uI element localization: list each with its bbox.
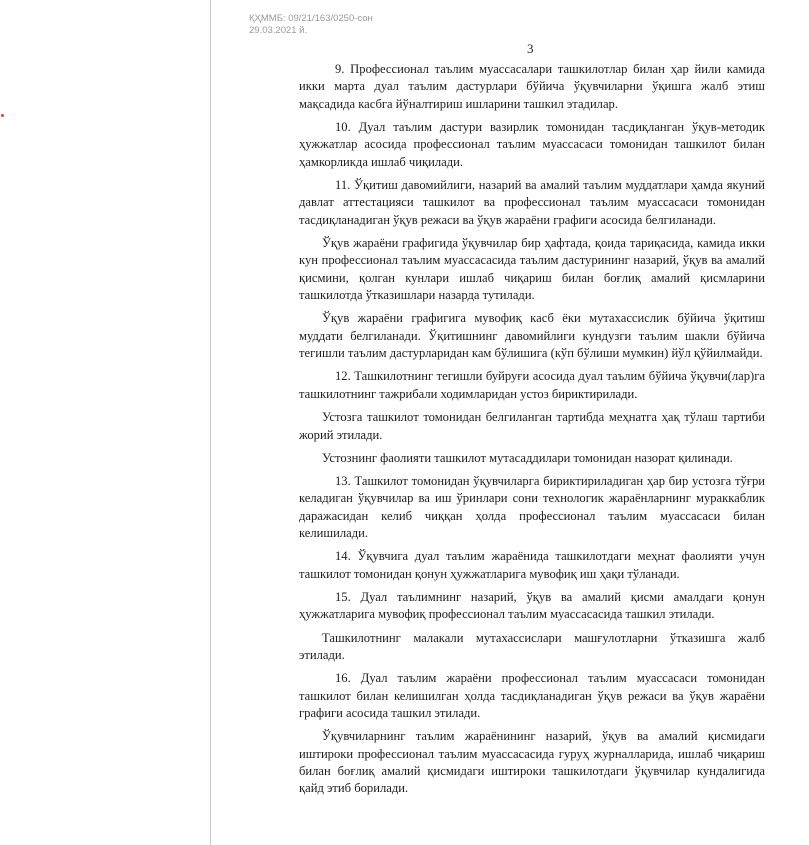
paragraph-10: 10. Дуал таълим дастури вазирлик томонидан тасдиқланган ўқув-методик ҳужжатлар асосида профессионал таълим муассасаси томонидан ташкилот билан ҳамкорликда ишлаб чиқилади. xyxy=(299,120,765,169)
paragraph-16-records: Ўқувчиларнинг таълим жараёнининг назарий, ўқув ва амалий қисмидаги иштироки профессионал таълим муассасасида гуруҳ журналларида, ишлаб чиқариш билан боғлиқ амалий қисмидаги иштироки ташкилотдаги ўқувчилар кундалигида қайд этиб борилади. xyxy=(299,729,765,796)
document-body xyxy=(299,61,765,804)
registry-number: ҚҲММБ: 09/21/163/0250-сон xyxy=(249,13,373,24)
registry-stamp xyxy=(249,13,373,37)
paragraph-11: 11. Ўқитиш давомийлиги, назарий ва амалий таълим муддатлари ҳамда якуний давлат аттестацияси ташкилот ва профессионал таълим муассасаси томонидан тасдиқланадиган ўқув режаси ва ўқув жараёни графиги асосида белгиланади. xyxy=(299,178,765,227)
document-page[interactable] xyxy=(210,0,809,845)
page-number: 3 xyxy=(527,41,534,56)
paragraph-11-duration: Ўқув жараёни графигига мувофиқ касб ёки мутахассислик бўйича ўқитиш муддати белгиланади. Ўқитишнинг давомийлиги кундузги таълим шакли бўйича тегишли таълим дастурларидан кам бўлишига (кўп бўлиши мумкин) йўл қўйилмайди. xyxy=(299,311,765,361)
red-marker-dot xyxy=(1,114,4,117)
viewer-left-margin xyxy=(0,0,210,845)
paragraph-9: 9. Профессионал таълим муассасалари ташкилотлар билан ҳар йили камида икки марта дуал таълим дастурлари бўйича ўқувчиларни ўқишга жалб этиш мақсадида касбга йўналтириш ишларини ташкил этадилар. xyxy=(299,62,765,111)
paragraph-15: 15. Дуал таълимнинг назарий, ўқув ва амалий қисми амалдаги қонун ҳужжатларига мувофиқ профессионал таълим муассасасида ташкил этилади. xyxy=(299,589,765,622)
paragraph-15-specialists: Ташкилотнинг малакали мутахассислари машғулотларни ўтказишга жалб этилади. xyxy=(299,630,765,662)
paragraph-12: 12. Ташкилотнинг тегишли буйруғи асосида дуал таълим бўйича ўқувчи(лар)га ташкилотнинг тажрибали ходимларидан устоз бириктирилади. xyxy=(299,369,765,401)
paragraph-14: 14. Ўқувчига дуал таълим жараёнида ташкилотдаги меҳнат фаолияти учун ташкилот томонидан қонун ҳужжатларига мувофиқ иш ҳақи тўланади. xyxy=(299,549,765,581)
registry-date: 29.03.2021 й. xyxy=(249,25,308,36)
paragraph-11-schedule: Ўқув жараёни графигида ўқувчилар бир ҳафтада, қоида тариқасида, камида икки кун профессионал таълим муассасасида таълим дастурининг назарий, ўқув ва амалий қисмини, қолган кунлари ишлаб чиқариш билан боғлиқ амалий қисмларини ташкилотда ўтказишлари назарда тутилади. xyxy=(299,236,765,303)
paragraph-16: 16. Дуал таълим жараёни профессионал таълим муассасаси томонидан ташкилот билан келишилган ҳолда тасдиқланадиган ўқув режаси ва ўқув жараёни графиги асосида ташкил этилади. xyxy=(299,671,765,720)
paragraph-12-control: Устознинг фаолияти ташкилот мутасаддилари томонидан назорат қилинади. xyxy=(322,450,733,465)
paragraph-13: 13. Ташкилот томонидан ўқувчиларга бириктириладиган ҳар бир устозга тўғри келадиган ўқувчилар ва иш ўринлари сони технологик жараёнларнинг мураккаблик даражасидан келиб чиққан ҳолда профессионал таълим муассасаси билан келишилади. xyxy=(299,473,765,541)
paragraph-12-payment: Устозга ташкилот томонидан белгиланган тартибда меҳнатга ҳақ тўлаш тартиби жорий этилади. xyxy=(299,410,765,442)
